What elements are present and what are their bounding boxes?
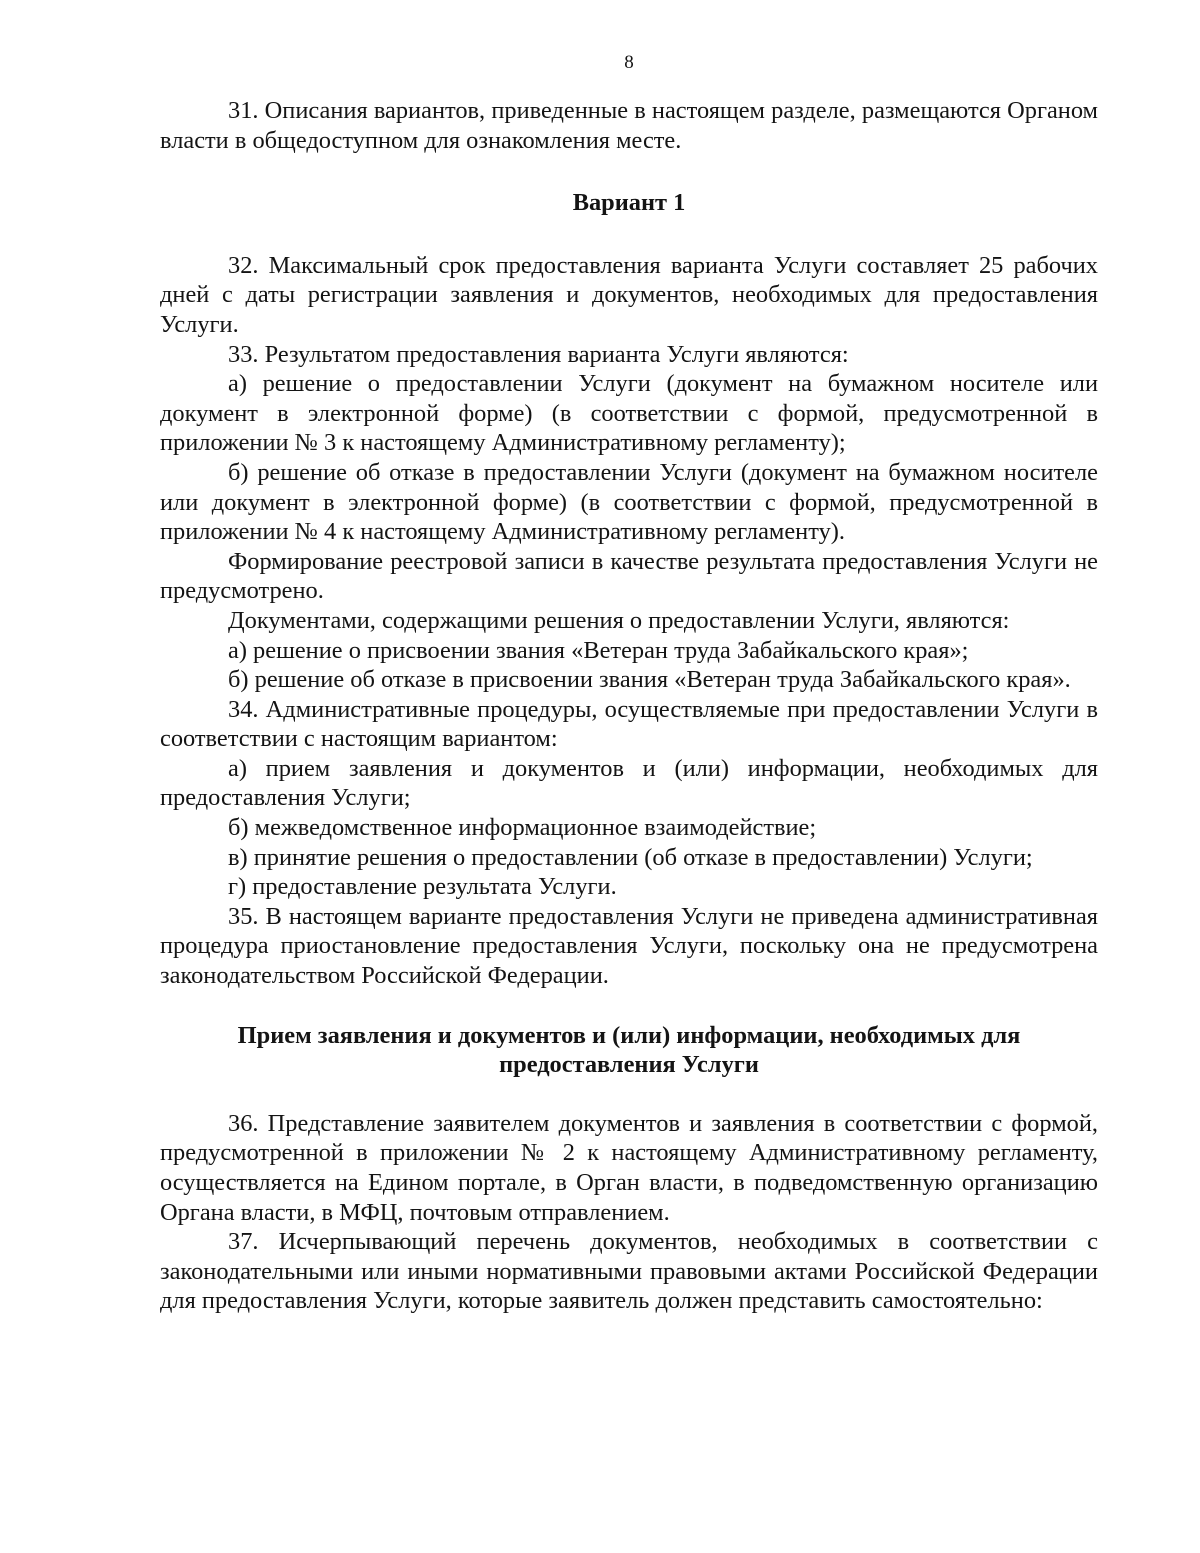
paragraph-36: 36. Представление заявителем документов и заявления в соответствии с формой, предусмотренной в приложении № 2 к настоящему Административному регламенту, осуществляется на Едином портале, в Орган власти, в подведомственную организацию Органа власти, в МФЦ, почтовым отправлением.: [160, 1109, 1098, 1226]
paragraph-33-b: б) решение об отказе в предоставлении Услуги (документ на бумажном носителе или документ в электронной форме) (в соответствии с формой, предусмотренной в приложении № 4 к настоящему Административному регламенту).: [160, 458, 1098, 546]
heading-application-intake: Прием заявления и документов и (или) информации, необходимых для предоставления Услуги: [237, 1021, 1021, 1079]
paragraph-34-g: г) предоставление результата Услуги.: [228, 873, 617, 901]
paragraph-31: 31. Описания вариантов, приведенные в настоящем разделе, размещаются Органом власти в общедоступном для ознакомления месте.: [160, 97, 1098, 154]
paragraph-34-v: в) принятие решения о предоставлении (об отказе в предоставлении) Услуги;: [228, 843, 1033, 871]
paragraph-32: 32. Максимальный срок предоставления варианта Услуги составляет 25 рабочих дней с даты регистрации заявления и документов, необходимых для предоставления Услуги.: [160, 251, 1098, 338]
document-body: [160, 96, 1098, 1316]
paragraph-decision-documents: Документами, содержащими решения о предоставлении Услуги, являются:: [228, 606, 1010, 634]
paragraph-33: 33. Результатом предоставления варианта Услуги являются:: [228, 340, 849, 368]
paragraph-34-a: а) прием заявления и документов и (или) информации, необходимых для предоставления Услуги;: [160, 754, 1098, 812]
paragraph-37: 37. Исчерпывающий перечень документов, необходимых в соответствии с законодательными или иными нормативными правовыми актами Российской Федерации для предоставления Услуги, которые заявитель должен представить самостоятельно:: [160, 1228, 1098, 1315]
paragraph-registry-record: Формирование реестровой записи в качестве результата предоставления Услуги не предусмотрено.: [160, 547, 1098, 605]
paragraph-33-a: а) решение о предоставлении Услуги (документ на бумажном носителе или документ в электронной форме) (в соответствии с формой, предусмотренной в приложении № 3 к настоящему Административному регламенту);: [160, 370, 1098, 457]
paragraph-decision-a: а) решение о присвоении звания «Ветеран труда Забайкальского края»;: [228, 636, 969, 664]
paragraph-decision-b: б) решение об отказе в присвоении звания «Ветеран труда Забайкальского края».: [228, 666, 1071, 694]
paragraph-35: 35. В настоящем варианте предоставления Услуги не приведена административная процедура приостановление предоставления Услуги, поскольку она не предусмотрена законодательством Российской Федерации.: [160, 902, 1098, 990]
paragraph-34-b: б) межведомственное информационное взаимодействие;: [228, 814, 817, 842]
heading-variant-1: Вариант 1: [572, 189, 686, 217]
page-number: 8: [624, 52, 634, 73]
paragraph-34: 34. Административные процедуры, осуществляемые при предоставлении Услуги в соответствии с настоящим вариантом:: [160, 695, 1098, 753]
